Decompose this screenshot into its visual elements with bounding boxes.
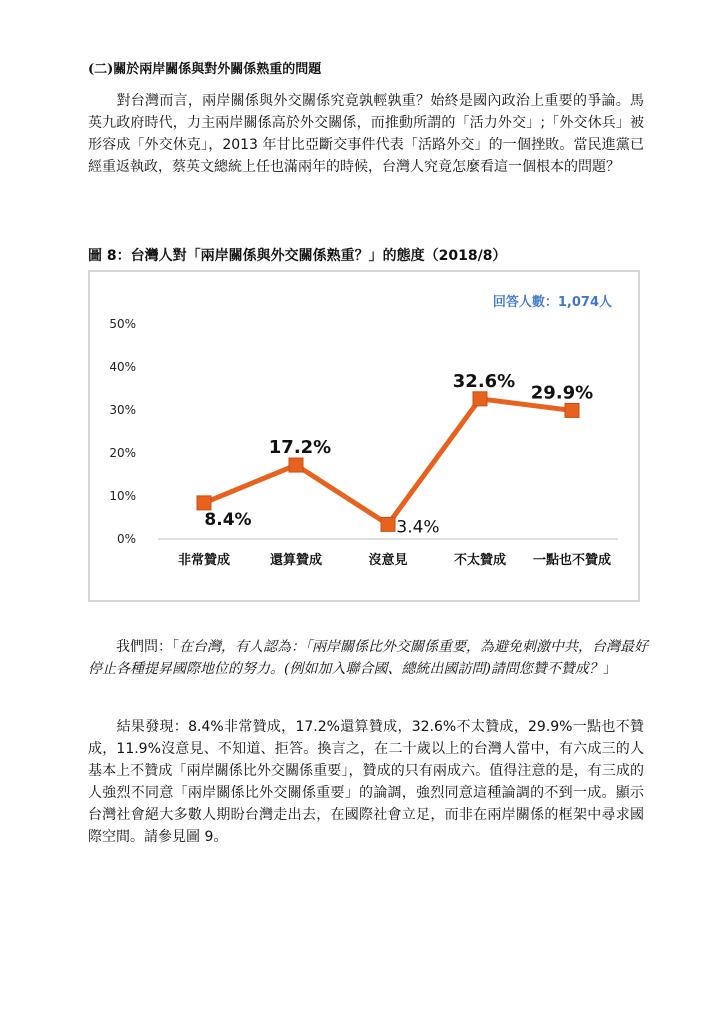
question-prefix: 我們問：「 <box>88 639 179 655</box>
data-point-marker <box>565 403 579 417</box>
x-category-label: 非常贊成 <box>177 553 231 568</box>
x-category-label: 不太贊成 <box>453 553 507 568</box>
data-value-label: 3.4% <box>396 517 440 538</box>
x-category-label: 一點也不贊成 <box>532 553 612 568</box>
y-tick-label: 30% <box>109 403 136 417</box>
figure-caption: 圖 8：台灣人對「兩岸關係與外交關係熟重？」的態度（2018/8） <box>88 248 507 264</box>
respondents-note: 回答人數：1,074人 <box>492 295 612 310</box>
chart-frame <box>88 270 640 602</box>
data-value-label: 8.4% <box>204 509 252 530</box>
result-paragraph: 結果發現：8.4%非常贊成，17.2%還算贊成，32.6%不太贊成，29.9%一點也不贊成，11.9%沒意見、不知道、拒答。換言之，在二十歲以上的台灣人當中，有六成三的人基本上不贊成「兩岸關係比外交關係重要」，贊成的只有兩成六。值得注意的是，有三成的人強烈不同意「兩岸關係比外交關係重要」的論調，強烈同意這種論調的不到一成。顯示台灣社會絕大多數人期盼台灣走出去，在國際社會立足，而非在兩岸關係的框架中尋求國際空間。請參見圖 9。 <box>88 719 644 845</box>
data-point-marker <box>289 458 303 472</box>
y-tick-label: 40% <box>109 360 136 374</box>
y-tick-label: 0% <box>116 532 136 546</box>
data-value-label: 32.6% <box>452 370 516 392</box>
x-category-label: 沒意見 <box>368 553 408 568</box>
y-tick-label: 10% <box>109 489 136 503</box>
line-chart <box>90 272 638 600</box>
series-line <box>204 399 572 525</box>
data-value-label: 29.9% <box>530 382 594 404</box>
data-point-marker <box>381 517 395 531</box>
data-value-label: 17.2% <box>268 437 332 459</box>
x-category-label: 還算贊成 <box>269 553 323 568</box>
data-point-marker <box>197 496 211 510</box>
question-text: 在台灣，有人認為：「兩岸關係比外交關係重要，為避免刺激中共，台灣最好停止各種提昇國際地位的努力。(例如加入聯合國、總統出國訪問)請問您贊不贊成？ <box>88 639 648 677</box>
data-point-marker <box>473 392 487 406</box>
survey-question <box>88 636 648 680</box>
question-suffix: 」 <box>602 661 617 677</box>
y-tick-label: 50% <box>109 317 136 331</box>
y-tick-label: 20% <box>109 446 136 460</box>
intro-paragraph: 對台灣而言，兩岸關係與外交關係究竟孰輕孰重？始終是國內政治上重要的爭論。馬英九政府時代，力主兩岸關係高於外交關係，而推動所謂的「活力外交」;「外交休兵」被形容成「外交休克」，2013 年甘比亞斷交事件代表「活路外交」的一個挫敗。當民進黨已經重返執政，蔡英文總統上任也滿兩年的時候，台灣人究竟怎麼看這一個根本的問題？ <box>88 93 644 175</box>
section-heading: (二)關於兩岸關係與對外關係熟重的問題 <box>88 62 322 77</box>
